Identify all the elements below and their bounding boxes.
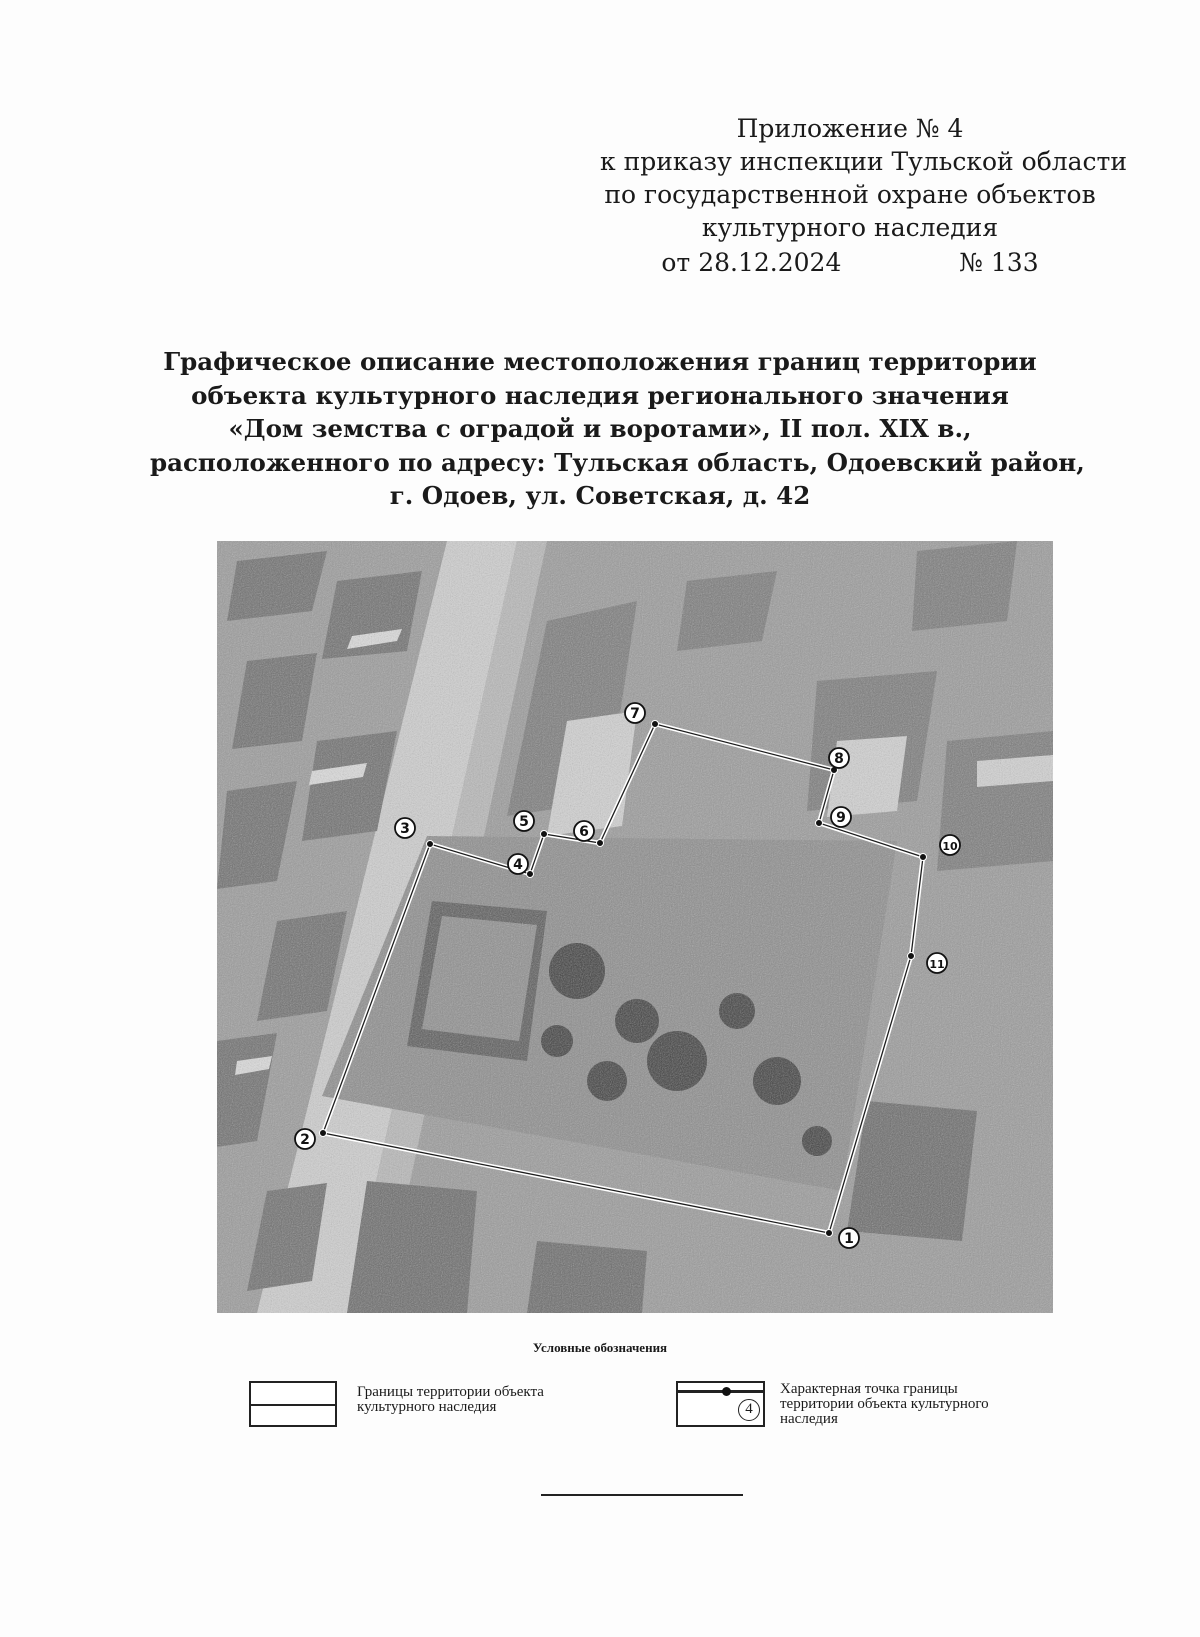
boundary-point-label xyxy=(829,748,849,768)
point-legend-label xyxy=(780,1382,989,1427)
boundary-point-number: 6 xyxy=(579,824,589,840)
order-number: № 133 xyxy=(959,248,1039,277)
title-line: «Дом земства с оградой и воротами», II пол. XIX в., xyxy=(228,414,972,443)
boundary-point-label xyxy=(295,1129,315,1149)
boundary-point-number: 10 xyxy=(942,840,958,853)
boundary-point-number: 4 xyxy=(513,857,523,873)
boundary-point-number: 5 xyxy=(519,814,529,830)
boundary-point-dot xyxy=(816,820,823,827)
boundary-point-dot xyxy=(652,721,659,728)
boundary-point-number: 3 xyxy=(400,821,410,837)
appendix-line: культурного наследия xyxy=(701,213,999,242)
legend-title: Условные обозначения xyxy=(532,1340,668,1355)
boundary-point-dot xyxy=(427,841,434,848)
boundary-legend-label xyxy=(357,1385,544,1415)
boundary-point-number: 11 xyxy=(929,958,945,971)
boundary-point-label xyxy=(940,835,960,855)
boundary-point-label xyxy=(839,1228,859,1248)
boundary-point-number: 7 xyxy=(630,706,640,722)
point-legend-number-badge: 4 xyxy=(738,1399,760,1421)
boundary-point-label xyxy=(508,854,528,874)
legend-line: наследия xyxy=(780,1411,838,1427)
title-line: объекта культурного наследия регионального значения xyxy=(191,380,1009,410)
appendix-line: к приказу инспекции Тульской области xyxy=(600,147,1128,176)
boundary-point-dot xyxy=(826,1230,833,1237)
boundary-point-number: 9 xyxy=(836,810,846,826)
boundary-point-label xyxy=(927,953,947,973)
boundary-point-label xyxy=(514,811,534,831)
legend-line: территории объекта культурного xyxy=(780,1396,989,1412)
boundary-point-label xyxy=(831,807,851,827)
boundary-point-label xyxy=(395,818,415,838)
boundary-point-dot xyxy=(920,854,927,861)
title-line: расположенного по адресу: Тульская область, Одоевский район, xyxy=(150,447,1085,477)
map-grain xyxy=(217,541,1053,1313)
point-legend-swatch xyxy=(676,1381,765,1427)
boundary-point-number: 2 xyxy=(300,1132,310,1148)
boundary-point-label xyxy=(574,821,594,841)
point-legend-dot-icon xyxy=(722,1387,731,1396)
boundary-point-dot xyxy=(527,871,534,878)
point-legend-line xyxy=(678,1390,763,1393)
boundary-point-dot xyxy=(541,831,548,838)
appendix-line: по государственной охране объектов xyxy=(604,180,1096,209)
order-date: от 28.12.2024 xyxy=(661,248,842,277)
boundary-point-label xyxy=(625,703,645,723)
legend-line: Характерная точка границы xyxy=(780,1381,958,1397)
document-title xyxy=(150,345,1085,513)
boundary-point-number: 1 xyxy=(844,1231,854,1247)
boundary-point-number: 8 xyxy=(834,751,844,767)
satellite-map xyxy=(217,541,1053,1313)
legend-line: культурного наследия xyxy=(357,1399,497,1415)
boundary-legend-swatch xyxy=(249,1381,337,1427)
map-canvas xyxy=(217,541,1053,1313)
boundary-point-dot xyxy=(597,840,604,847)
appendix-line: Приложение № 4 xyxy=(736,114,964,143)
title-line: г. Одоев, ул. Советская, д. 42 xyxy=(389,481,811,510)
bottom-divider xyxy=(541,1494,743,1496)
order-date-row xyxy=(600,246,1100,279)
title-line: Графическое описание местоположения границ территории xyxy=(163,347,1037,376)
boundary-legend-line xyxy=(251,1404,335,1406)
appendix-block xyxy=(600,112,1128,279)
legend-line: Границы территории объекта xyxy=(357,1384,544,1400)
boundary-point-dot xyxy=(908,953,915,960)
boundary-point-dot xyxy=(320,1130,327,1137)
